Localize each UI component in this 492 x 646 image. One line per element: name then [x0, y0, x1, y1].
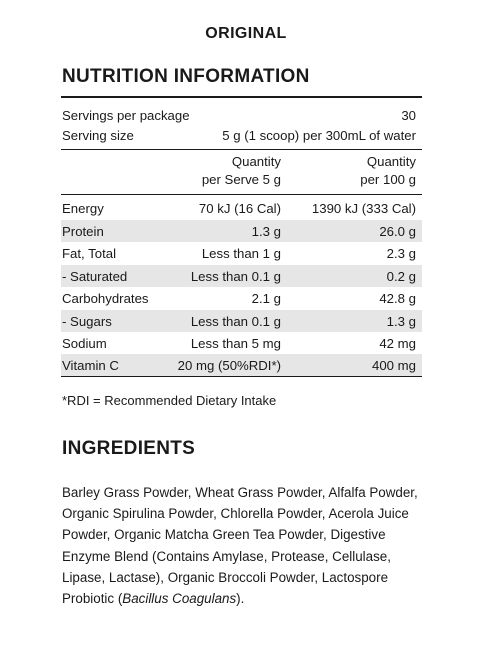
servings-value: 30: [401, 108, 416, 123]
col2-header-line1: Quantity: [366, 154, 416, 169]
nutrient-per-100g: 0.2 g: [386, 268, 416, 284]
ingredients-list: [62, 482, 432, 609]
nutrient-label: - Sugars: [62, 313, 112, 329]
table-bottom-rule: [61, 376, 422, 377]
nutrient-per-100g: 42.8 g: [379, 291, 416, 306]
nutrient-per-100g: 1390 kJ (333 Cal): [311, 201, 416, 216]
product-variant-title: ORIGINAL: [205, 25, 287, 42]
nutrient-row-sodium: [61, 332, 422, 355]
nutrient-per-100g: 1.3 g: [386, 313, 416, 329]
heading-rule: [61, 96, 422, 98]
nutrient-per-100g: 2.3 g: [386, 246, 416, 261]
serving-size-value: 5 g (1 scoop) per 300mL of water: [222, 128, 416, 143]
nutrient-label: Protein: [62, 223, 104, 239]
nutrient-label: Energy: [62, 201, 104, 216]
nutrient-row-sugars: [61, 310, 422, 333]
ingredients-text-end: ).: [236, 591, 245, 607]
serving-size-row: [61, 124, 422, 147]
nutrient-per-serve: Less than 5 mg: [190, 336, 281, 351]
nutrient-row-saturated: [61, 265, 422, 288]
col1-header-line1: Quantity: [231, 154, 281, 169]
nutrient-label: Carbohydrates: [62, 291, 149, 306]
divider: [61, 194, 422, 195]
servings-label: Servings per package: [62, 108, 190, 123]
nutrient-label: Vitamin C: [62, 358, 119, 373]
nutrient-per-serve: 1.3 g: [251, 223, 281, 239]
nutrient-per-serve: 2.1 g: [251, 291, 281, 306]
col2-header-line2: per 100 g: [360, 172, 416, 187]
rdi-footnote: *RDI = Recommended Dietary Intake: [62, 393, 277, 408]
nutrient-label: Sodium: [62, 336, 107, 351]
nutrient-per-serve: Less than 1 g: [201, 246, 281, 261]
nutrient-per-serve: Less than 0.1 g: [190, 313, 281, 329]
nutrient-label: Fat, Total: [62, 246, 116, 261]
nutrient-row-energy: [61, 197, 422, 220]
nutrient-per-serve: 20 mg (50%RDI*): [177, 358, 281, 373]
divider: [61, 149, 422, 150]
probiotic-species: Bacillus Coagulans: [122, 591, 237, 607]
nutrient-row-protein: [61, 220, 422, 243]
nutrient-label: - Saturated: [62, 268, 128, 284]
nutrient-row-carbohydrates: [61, 287, 422, 310]
nutrient-per-100g: 26.0 g: [379, 223, 416, 239]
nutrient-per-serve: 70 kJ (16 Cal): [198, 201, 281, 216]
nutrient-per-100g: 42 mg: [379, 336, 416, 351]
nutrient-row-vitamin-c: [61, 354, 422, 377]
col1-header-line2: per Serve 5 g: [201, 172, 281, 187]
ingredients-heading: INGREDIENTS: [62, 438, 196, 459]
nutrient-per-serve: Less than 0.1 g: [190, 268, 281, 284]
ingredients-text: Barley Grass Powder, Wheat Grass Powder, Alfalfa Powder, Organic Spirulina Powder, Chlorella Powder, Acerola Juice Powder, Organic Matcha Green Tea Powder, Digestive Enzyme Blend (Contains Amylase, Protease, Cellulase, Lipase, Lactase), Organic Broccoli Powder, Lactospore Probiotic (: [62, 485, 418, 607]
nutrition-heading: NUTRITION INFORMATION: [62, 66, 310, 87]
nutrient-per-100g: 400 mg: [372, 358, 416, 373]
serving-size-label: Serving size: [62, 128, 134, 143]
nutrient-row-fat-total: [61, 242, 422, 265]
